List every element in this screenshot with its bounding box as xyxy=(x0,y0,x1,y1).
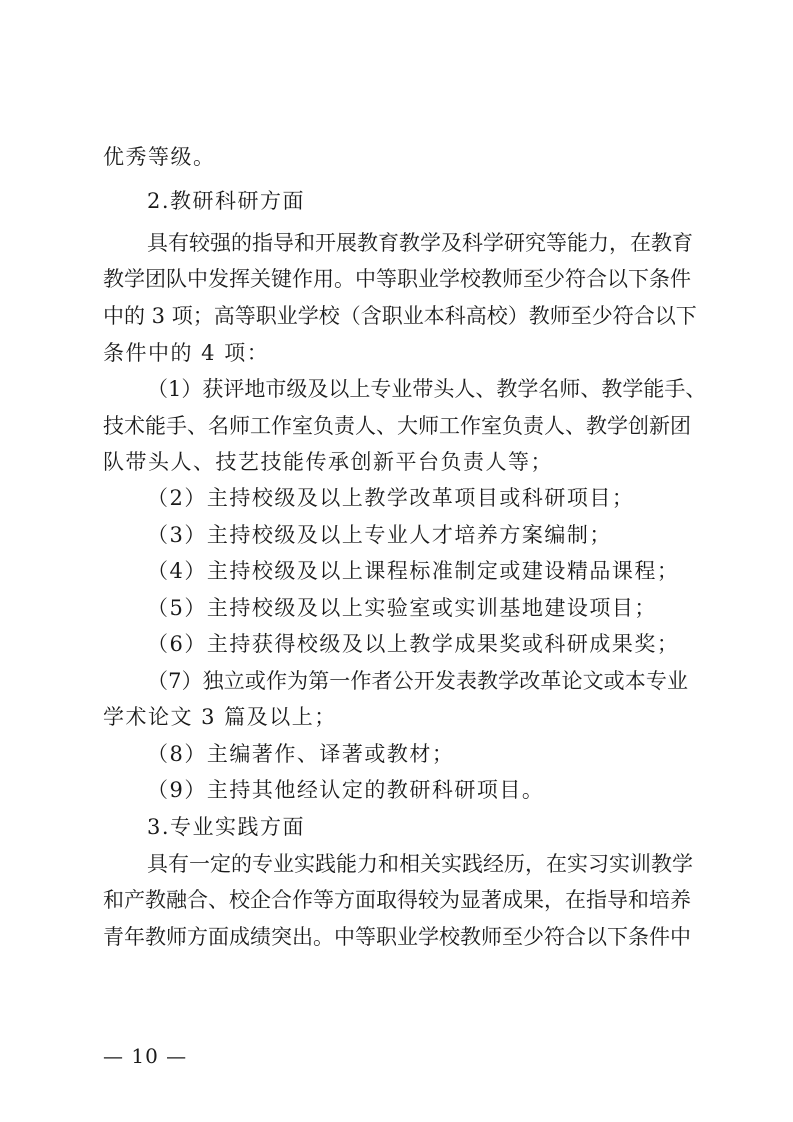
list-item: （8）主编著作、译著或教材； xyxy=(147,742,455,766)
list-item: （3）主持校级及以上专业人才培养方案编制； xyxy=(147,523,612,547)
page-number: — 10 — xyxy=(103,1044,188,1068)
paragraph-line: 具有一定的专业实践能力和相关实践经历，在实习实训教学 xyxy=(147,852,693,876)
list-item-continuation: 队带头人、技艺技能传承创新平台负责人等； xyxy=(103,450,553,474)
paragraph-line: 青年教师方面成绩突出。中等职业学校教师至少符合以下条件中 xyxy=(103,925,691,949)
list-item: （1）获评地市级及以上专业带头人、教学名师、教学能手、 xyxy=(147,377,707,401)
paragraph-line: 教学团队中发挥关键作用。中等职业学校教师至少符合以下条件 xyxy=(103,267,691,291)
list-item: （4）主持校级及以上课程标准制定或建设精品课程； xyxy=(147,559,680,583)
paragraph-line: 条件中的 4 项： xyxy=(103,341,270,365)
paragraph-line: 具有较强的指导和开展教育教学及科学研究等能力，在教育 xyxy=(147,231,693,255)
section-heading: 2.教研科研方面 xyxy=(147,189,306,213)
list-item: （9）主持其他经认定的教研科研项目。 xyxy=(147,778,545,802)
list-item: （7）独立或作为第一作者公开发表教学改革论文或本专业 xyxy=(147,669,688,693)
list-item: （2）主持校级及以上教学改革项目或科研项目； xyxy=(147,486,635,510)
list-item-continuation: 技术能手、名师工作室负责人、大师工作室负责人、教学创新团 xyxy=(103,414,691,438)
paragraph-line: 和产教融合、校企合作等方面取得较为显著成果，在指导和培养 xyxy=(103,888,691,912)
list-item-continuation: 学术论文 3 篇及以上； xyxy=(103,705,337,729)
section-heading: 3.专业实践方面 xyxy=(147,815,306,839)
list-item: （5）主持校级及以上实验室或实训基地建设项目； xyxy=(147,596,657,620)
paragraph-line: 中的 3 项；高等职业学校（含职业本科高校）教师至少符合以下 xyxy=(103,304,697,328)
list-item: （6）主持获得校级及以上教学成果奖或科研成果奖； xyxy=(147,632,680,656)
paragraph-line: 优秀等级。 xyxy=(103,145,216,169)
